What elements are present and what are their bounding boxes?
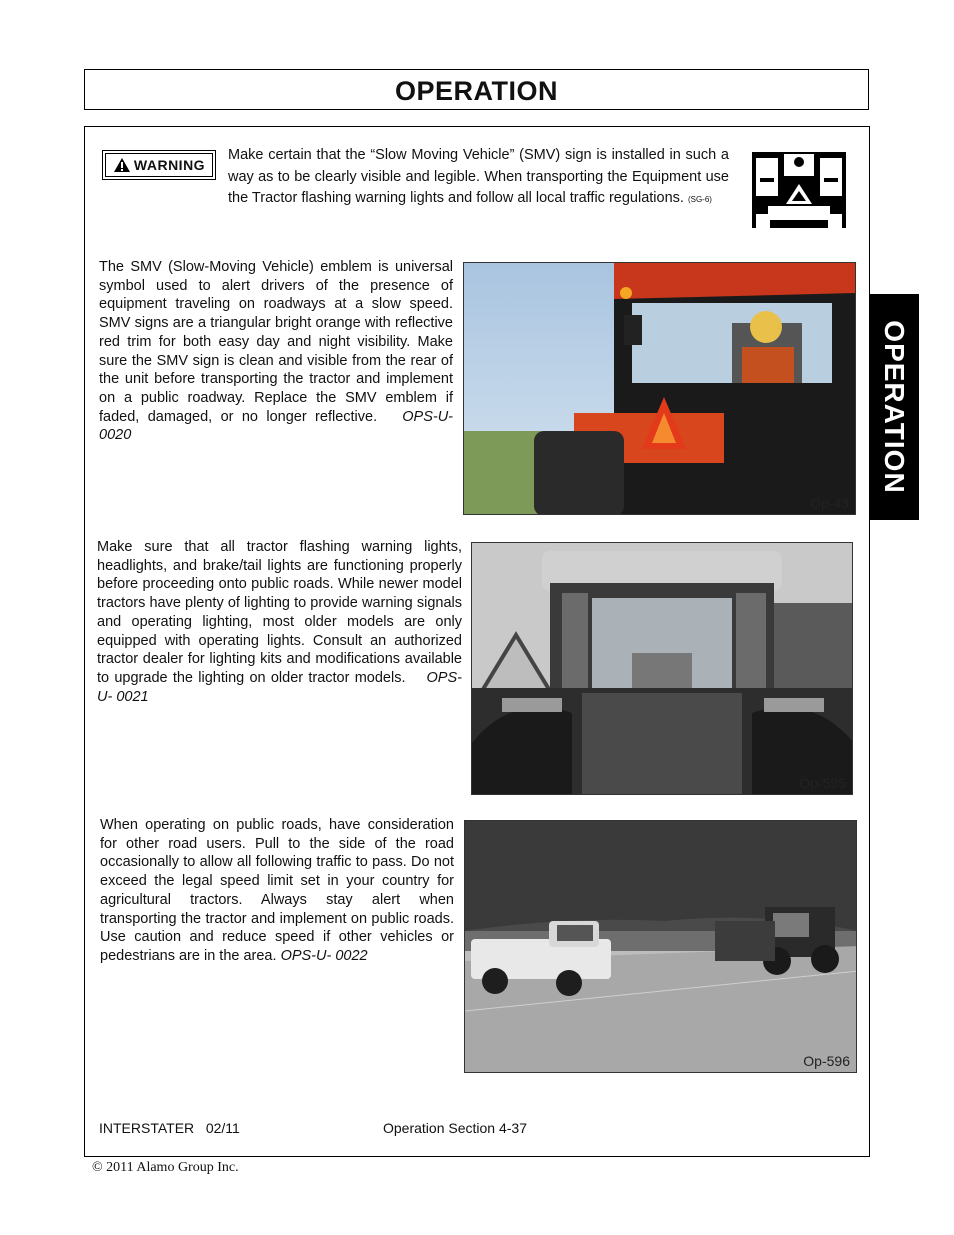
- header-box: [84, 69, 869, 110]
- section-3-text: [100, 816, 454, 966]
- warning-badge: [102, 150, 216, 180]
- footer-model: [99, 1120, 240, 1136]
- section-2-text: [97, 538, 462, 706]
- warning-text: [228, 145, 729, 211]
- section-2-body: Make sure that all tractor flashing warning lights, headlights, and brake/tail lights are functioning properly before proceeding onto public roads. While newer model tractors have plenty of lighting to provide warning signals and operating lighting, most older models are only equipped with operating lights. Consult an authorized tractor dealer for lighting kits and modifications available to upgrade the lighting on older tractor models.: [97, 539, 462, 686]
- footer-model-name: INTERSTATER: [99, 1120, 195, 1136]
- tractor-lights-photo: [472, 543, 853, 795]
- footer-date: 02/11: [205, 1120, 240, 1136]
- warning-code: (SG-6): [687, 195, 712, 204]
- side-tab: [869, 294, 919, 520]
- warning-body: Make certain that the “Slow Moving Vehicle” (SMV) sign is installed in such a way as to be clearly visible and legible. When transporting the Equipment use the Tractor flashing warning lights and follow all local traffic regulations.: [228, 147, 729, 206]
- photo-op-595: [471, 542, 853, 795]
- copyright: © 2011 Alamo Group Inc.: [92, 1160, 239, 1175]
- photo-2-caption: Op-595: [799, 775, 846, 791]
- section-1-code: OPS-U- 0020: [99, 408, 454, 444]
- section-3-body: When operating on public roads, have consideration for other road users. Pull to the side of the road occasionally to allow all following traffic to pass. Do not exceed the legal speed limit set in your country for agricultural tractors. Always stay alert when transporting the tractor and implement on public roads. Use caution and reduce speed if other vehicles or pedestrians are in the area.: [100, 817, 454, 964]
- section-1-body: The SMV (Slow-Moving Vehicle) emblem is universal symbol used to alert drivers of the presence of equipment traveling on roadways at a slow speed. SMV signs are a triangular bright orange with reflective red trim for both easy day and night visibility. Make sure the SMV sign is clean and visible from the rear of the unit before transporting the tractor and implement on a public roadway. Replace the SMV emblem if faded, damaged, or no longer reflective.: [99, 259, 453, 425]
- page-title: OPERATION: [394, 76, 558, 106]
- photo-op-43: [463, 262, 856, 515]
- road-traffic-photo: [465, 821, 857, 1073]
- smv-tractor-icon: [748, 148, 850, 232]
- tractor-smv-photo: [464, 263, 856, 515]
- photo-1-caption: Op-43: [810, 495, 849, 511]
- section-2-code: OPS-U- 0021: [97, 669, 462, 705]
- warning-badge-label: WARNING: [133, 157, 206, 173]
- section-3-code: OPS-U- 0022: [280, 947, 368, 964]
- side-tab-label: OPERATION: [879, 320, 910, 494]
- section-1-text: [99, 258, 453, 445]
- photo-op-596: [464, 820, 857, 1073]
- footer-section: Operation Section 4-37: [383, 1120, 527, 1136]
- photo-3-caption: Op-596: [803, 1053, 850, 1069]
